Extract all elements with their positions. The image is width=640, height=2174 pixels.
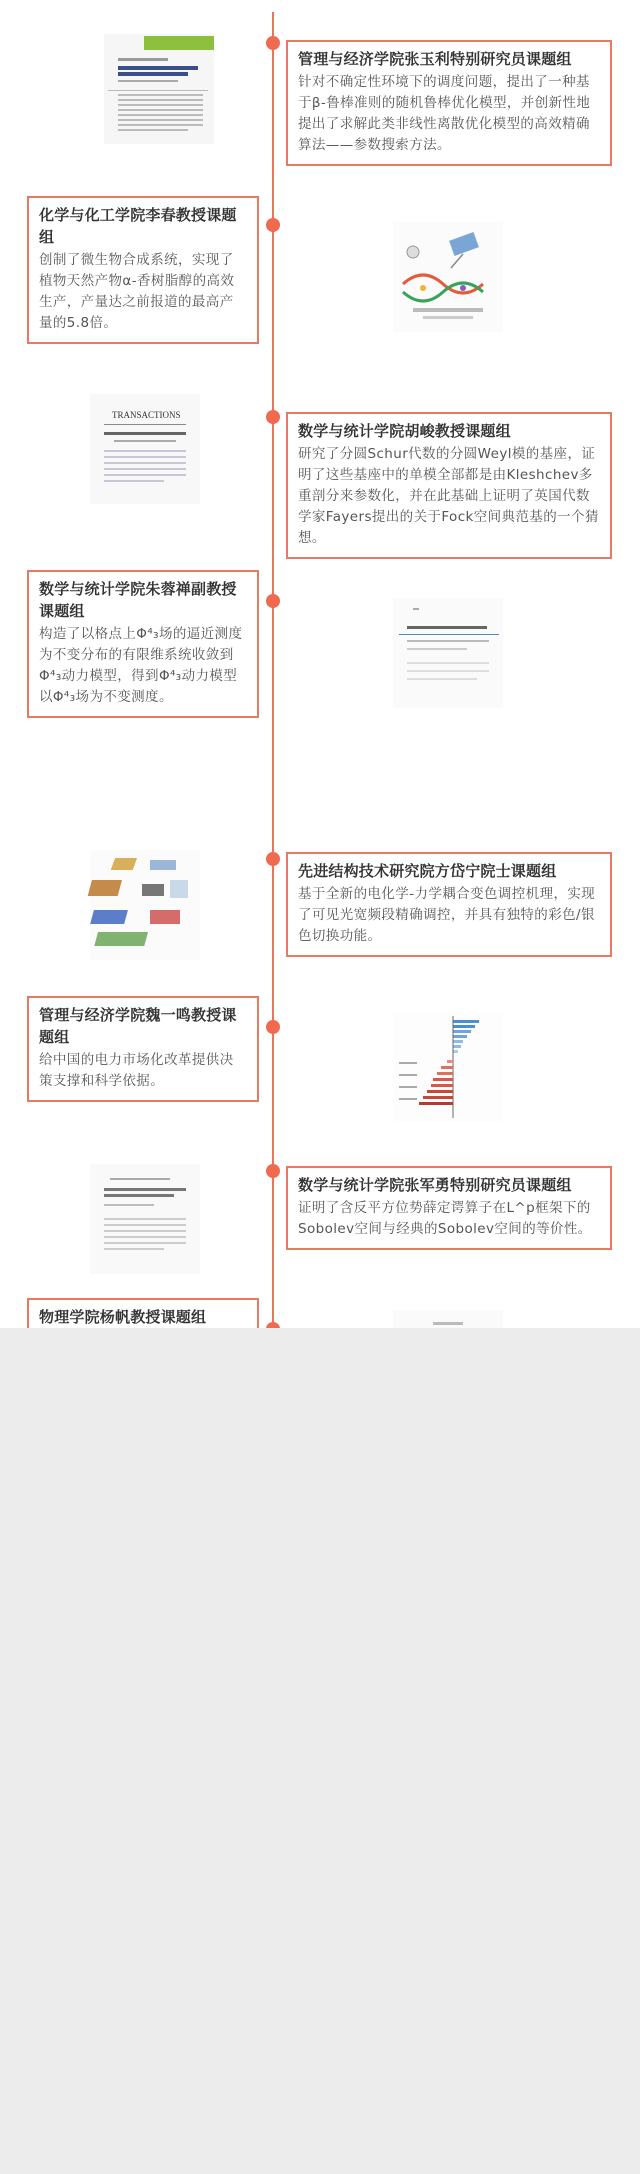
timeline-dot (266, 1164, 280, 1178)
timeline-dot (266, 410, 280, 424)
timeline-dot (266, 218, 280, 232)
empty-lower-area (0, 1328, 640, 2174)
card-text: 给中国的电力市场化改革提供决策支撑和科学依据。 (39, 1052, 234, 1089)
card-title: 物理学院杨帆教授课题组 (39, 1308, 207, 1326)
journal-page-icon[interactable] (90, 394, 200, 504)
card-title: 化学与化工学院李春教授课题组 (39, 206, 237, 246)
research-card (286, 40, 612, 166)
timeline-line (272, 12, 274, 1342)
bar-chart-icon[interactable] (393, 1012, 503, 1122)
card-title: 数学与统计学院朱蓉禅副教授课题组 (39, 580, 237, 620)
article-page-icon[interactable] (90, 1164, 200, 1274)
card-title: 管理与经济学院张玉利特别研究员课题组 (298, 50, 572, 68)
card-title: 先进结构技术研究院方岱宁院士课题组 (298, 862, 557, 880)
timeline-dot (266, 1020, 280, 1034)
card-text: 基于全新的电化学-力学耦合变色调控机理，实现了可见光宽频段精确调控，并具有独特的彩色/银色切换功能。 (298, 886, 596, 944)
device-illustration-icon[interactable] (90, 850, 200, 960)
research-card (27, 996, 259, 1102)
svg-text:TRANSACTIONS: TRANSACTIONS (112, 410, 181, 420)
research-card (286, 1166, 612, 1250)
journal-header-icon[interactable] (393, 598, 503, 708)
research-card (27, 570, 259, 718)
research-card (286, 852, 612, 957)
biosynthesis-diagram-icon[interactable] (393, 222, 503, 332)
card-title: 数学与统计学院胡峻教授课题组 (298, 422, 511, 440)
card-title: 数学与统计学院张军勇特别研究员课题组 (298, 1176, 572, 1194)
research-card (27, 196, 259, 344)
card-text: 构造了以格点上Φ⁴₃场的逼近测度为不变分布的有限维系统收敛到Φ⁴₃动力模型，得到Φ⁴₃动力模型以Φ⁴₃场为不变测度。 (39, 626, 243, 705)
card-text: 针对不确定性环境下的调度问题，提出了一种基于β-鲁棒准则的随机鲁棒优化模型，并创新性地提出了求解此类非线性离散优化模型的高效精确算法——参数搜索方法。 (298, 74, 591, 153)
timeline-dot (266, 852, 280, 866)
card-text: 创制了微生物合成系统，实现了植物天然产物α-香树脂醇的高效生产，产量达之前报道的最高产量的5.8倍。 (39, 252, 235, 331)
timeline-dot (266, 36, 280, 50)
research-card (286, 412, 612, 559)
card-title: 管理与经济学院魏一鸣教授课题组 (39, 1006, 237, 1046)
card-text: 研究了分圆Schur代数的分圆Weyl模的基座，证明了这些基座中的单模全部都是由Kleshchev多重剖分来参数化，并在此基础上证明了英国代数学家Fayers提出的关于Fock空间典范基的一个猜想。 (298, 446, 599, 546)
timeline-dot (266, 594, 280, 608)
card-text: 证明了含反平方位势薛定谔算子在L^p框架下的Sobolev空间与经典的Sobolev空间的等价性。 (298, 1200, 592, 1237)
paper-thumbnail-icon[interactable] (104, 34, 214, 144)
